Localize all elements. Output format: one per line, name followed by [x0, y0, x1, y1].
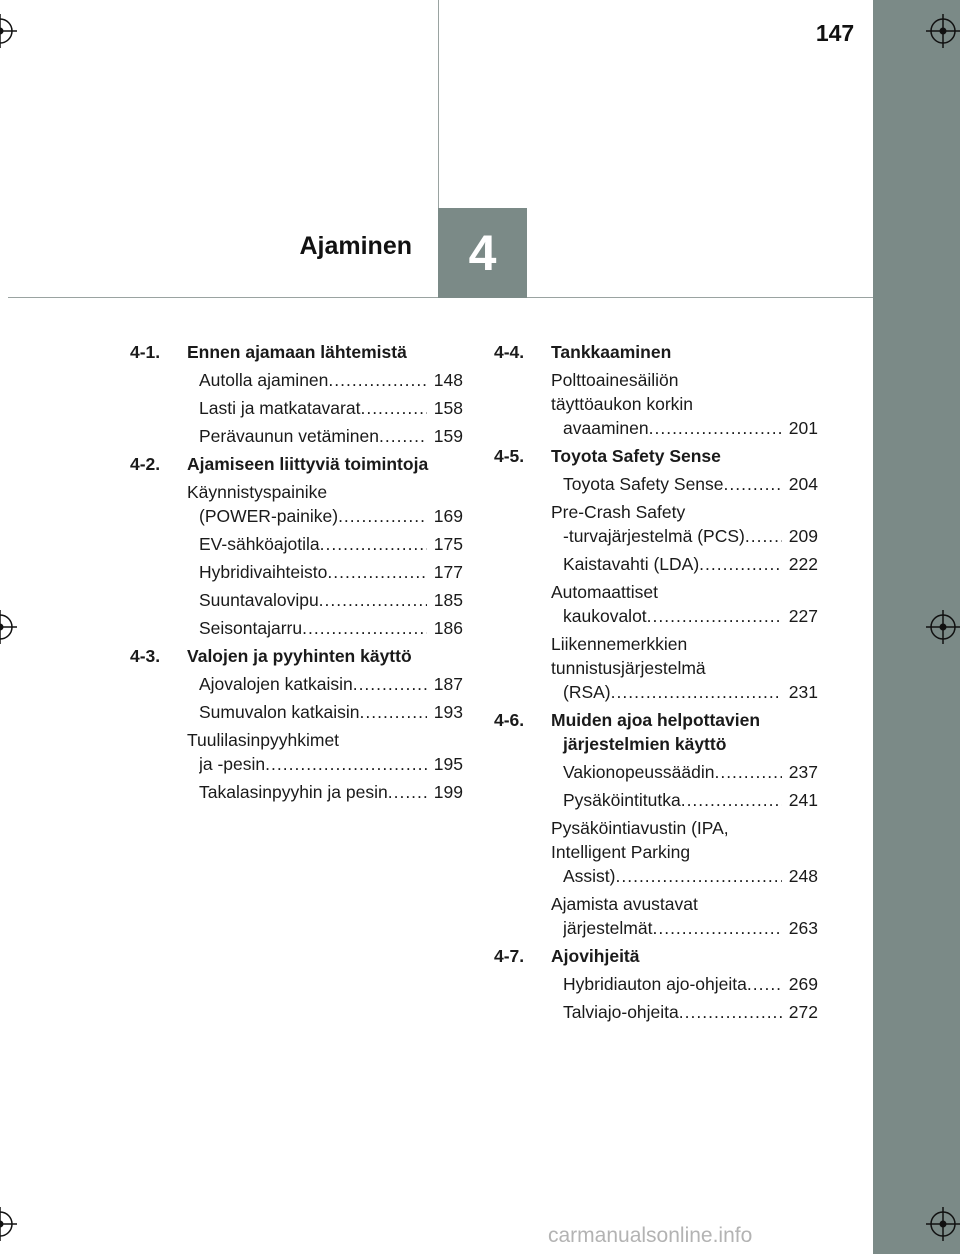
entry-text: avaaminen — [563, 418, 649, 438]
entry-text: Assist) — [563, 866, 616, 886]
entry-text: Hybridivaihteisto — [199, 562, 328, 582]
entry-page-number: 175 — [427, 532, 463, 556]
toc-entry[interactable] — [551, 632, 818, 704]
toc-entry[interactable] — [187, 780, 463, 804]
toc-entry[interactable] — [187, 672, 463, 696]
entry-last-line — [199, 752, 463, 776]
toc-entry[interactable] — [187, 480, 463, 528]
toc-entry[interactable] — [551, 580, 818, 628]
entry-text: Intelligent Parking — [551, 842, 691, 862]
section-number: 4-5. — [494, 446, 525, 466]
entry-text: Autolla ajaminen — [199, 370, 329, 390]
entry-text: Pysäköintiavustin (IPA, — [551, 818, 729, 838]
entry-text: täyttöaukon korkin — [551, 394, 694, 414]
toc-entry[interactable] — [187, 700, 463, 724]
crop-mark-icon — [0, 610, 17, 644]
toc-entry[interactable] — [187, 532, 463, 556]
entry-last-line — [563, 760, 818, 784]
toc-entry[interactable] — [551, 816, 818, 888]
entry-page-number: 272 — [782, 1000, 818, 1024]
toc-entry[interactable] — [551, 892, 818, 940]
entry-text: Hybridiauton ajo-ohjeita — [563, 974, 747, 994]
entry-text: kaukovalot — [563, 606, 647, 626]
crop-mark-icon — [926, 1207, 960, 1241]
section-title: Valojen ja pyyhinten käyttö — [187, 646, 412, 666]
entry-text: Sumuvalon katkaisin — [199, 702, 360, 722]
crop-mark-icon — [0, 1207, 17, 1241]
entry-page-number: 169 — [427, 504, 463, 528]
entry-text: Ajamista avustavat — [551, 894, 698, 914]
entry-page-number: 199 — [427, 780, 463, 804]
entry-last-line — [199, 560, 463, 584]
entry-page-number: 148 — [427, 368, 463, 392]
entry-page-number: 158 — [427, 396, 463, 420]
toc-entry[interactable] — [187, 368, 463, 392]
section-title: Toyota Safety Sense — [551, 446, 721, 466]
entry-text: järjestelmät — [563, 918, 653, 938]
section-number: 4-4. — [494, 342, 525, 362]
entry-text: Takalasinpyyhin ja pesin — [199, 782, 388, 802]
toc-section — [130, 644, 463, 668]
entry-page-number: 263 — [782, 916, 818, 940]
section-number: 4-3. — [130, 646, 161, 666]
entry-text: -turvajärjestelmä (PCS) — [563, 526, 745, 546]
entry-page-number: 231 — [782, 680, 818, 704]
entry-page-number: 227 — [782, 604, 818, 628]
toc-section — [494, 944, 818, 968]
crop-mark-icon — [0, 14, 17, 48]
entry-last-line — [199, 532, 463, 556]
section-number: 4-7. — [494, 946, 525, 966]
entry-text: EV-sähköajotila — [199, 534, 320, 554]
entry-text: ja -pesin — [199, 754, 266, 774]
entry-last-line — [199, 396, 463, 420]
page-number: 147 — [815, 20, 855, 46]
entry-last-line — [563, 916, 818, 940]
entry-last-line — [563, 680, 818, 704]
section-title: Ajamiseen liittyviä toimintoja — [187, 454, 429, 474]
toc-entry[interactable] — [551, 552, 818, 576]
entry-text: Polttoainesäiliön — [551, 370, 679, 390]
toc-entry[interactable] — [187, 728, 463, 776]
toc-entry[interactable] — [551, 760, 818, 784]
entry-page-number: 269 — [782, 972, 818, 996]
entry-text: Ajovalojen katkaisin — [199, 674, 353, 694]
toc-entry[interactable] — [187, 424, 463, 448]
entry-last-line — [563, 524, 818, 548]
entry-text: Pre-Crash Safety — [551, 502, 686, 522]
entry-page-number: 195 — [427, 752, 463, 776]
toc-right-column — [494, 340, 818, 1028]
section-title: Ennen ajamaan lähtemistä — [187, 342, 407, 362]
entry-text: tunnistusjärjestelmä — [551, 658, 706, 678]
section-number: 4-1. — [130, 342, 161, 362]
entry-text: Vakionopeussäädin — [563, 762, 715, 782]
entry-last-line — [199, 588, 463, 612]
toc-section — [494, 340, 818, 364]
toc-entry[interactable] — [551, 788, 818, 812]
toc-section — [130, 452, 463, 476]
entry-text: Automaattiset — [551, 582, 658, 602]
entry-last-line — [563, 972, 818, 996]
toc-entry[interactable] — [551, 972, 818, 996]
entry-last-line — [199, 672, 463, 696]
entry-text: Liikennemerkkien — [551, 634, 688, 654]
entry-last-line — [563, 1000, 818, 1024]
toc-entry[interactable] — [551, 1000, 818, 1024]
entry-text: Toyota Safety Sense — [563, 474, 724, 494]
chapter-number-box: 4 — [438, 208, 527, 298]
entry-text: Talviajo-ohjeita — [563, 1002, 679, 1022]
toc-entry[interactable] — [551, 500, 818, 548]
section-number: 4-2. — [130, 454, 161, 474]
entry-last-line — [199, 368, 463, 392]
entry-text: Tuulilasinpyyhkimet — [187, 730, 340, 750]
toc-section — [130, 340, 463, 364]
toc-entry[interactable] — [551, 472, 818, 496]
entry-page-number: 222 — [782, 552, 818, 576]
entry-page-number: 159 — [427, 424, 463, 448]
entry-page-number: 201 — [782, 416, 818, 440]
toc-entry[interactable] — [187, 560, 463, 584]
entry-page-number: 209 — [782, 524, 818, 548]
entry-page-number: 241 — [782, 788, 818, 812]
entry-page-number: 185 — [427, 588, 463, 612]
section-number: 4-6. — [494, 710, 525, 730]
entry-text: Suuntavalovipu — [199, 590, 319, 610]
watermark: carmanualsonline.info — [548, 1224, 753, 1247]
section-title: Ajovihjeitä — [551, 946, 640, 966]
crop-mark-icon — [926, 610, 960, 644]
entry-page-number: 248 — [782, 864, 818, 888]
entry-text: Perävaunun vetäminen — [199, 426, 379, 446]
section-title: Tankkaaminen — [551, 342, 672, 362]
entry-last-line — [563, 604, 818, 628]
entry-text: Seisontajarru — [199, 618, 303, 638]
entry-last-line — [199, 780, 463, 804]
toc-entry[interactable] — [551, 368, 818, 440]
header-vertical-rule — [438, 0, 439, 208]
entry-text: Pysäköintitutka — [563, 790, 681, 810]
entry-page-number: 186 — [427, 616, 463, 640]
entry-last-line — [199, 700, 463, 724]
toc-entry[interactable] — [187, 588, 463, 612]
entry-last-line — [563, 472, 818, 496]
entry-page-number: 193 — [427, 700, 463, 724]
entry-last-line — [199, 616, 463, 640]
toc-entry[interactable] — [187, 396, 463, 420]
crop-mark-icon — [926, 14, 960, 48]
entry-last-line — [563, 864, 818, 888]
chapter-title: Ajaminen — [299, 232, 412, 260]
entry-page-number: 187 — [427, 672, 463, 696]
entry-page-number: 177 — [427, 560, 463, 584]
toc-entry[interactable] — [187, 616, 463, 640]
entry-last-line — [199, 424, 463, 448]
entry-text: (POWER-painike) — [199, 506, 339, 526]
entry-text: Käynnistyspainike — [187, 482, 328, 502]
entry-page-number: 237 — [782, 760, 818, 784]
entry-last-line — [563, 788, 818, 812]
entry-page-number: 204 — [782, 472, 818, 496]
toc-section — [494, 708, 818, 756]
section-title: Muiden ajoa helpottavien järjestelmien käyttö — [551, 710, 761, 754]
entry-last-line — [563, 416, 818, 440]
entry-last-line — [199, 504, 463, 528]
entry-text: Lasti ja matkatavarat — [199, 398, 361, 418]
entry-text: (RSA) — [563, 682, 611, 702]
entry-last-line — [563, 552, 818, 576]
entry-text: Kaistavahti (LDA) — [563, 554, 700, 574]
toc-left-column — [130, 340, 463, 808]
toc-section — [494, 444, 818, 468]
